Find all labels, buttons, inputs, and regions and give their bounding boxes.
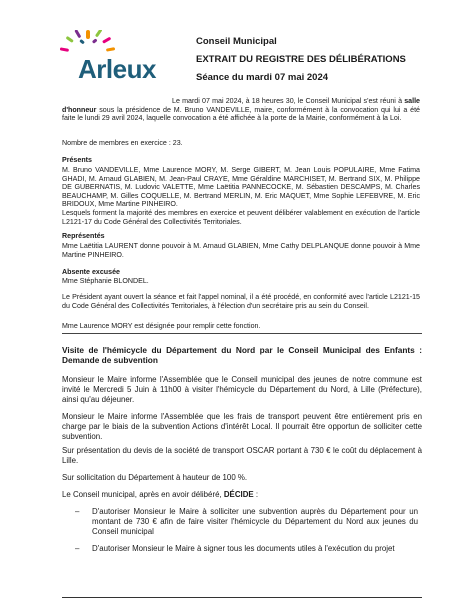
presents-list: M. Bruno VANDEVILLE, Mme Laurence MORY, M. Serge GIBERT, M. Jean Louis POPULAIRE, Mme Fatima GHADI, M. Arnaud GLABIEN, M. Jean-Paul CRAYE, Mme Géraldine MARCHISET, M. Bertrand SIX, M. Philippe DE GUBERNATIS, M. Ludovic VALETTE, Mme Laëtitia PANNECOCKE, M. Sébastien DESCAMPS, M. Charles BEAUCHAMP, M. Gilles COQUELLE, M. Bertrand MERLIN, M. Eric MAQUET, Mme Sophie LEFEBVRE, M. Eric BRIDOUX, Mme Martine PINHEIRO. (62, 166, 420, 209)
logo-text: Arleux (78, 54, 156, 84)
header-session: Séance du mardi 07 mai 2024 (196, 72, 329, 83)
quorum-text: Lesquels forment la majorité des membres en exercice et peuvent délibérer valablement en exécution de l'article L2121-17 du Code Général des Collectivités Territoriales. (62, 208, 420, 226)
deliberation-paragraph-1: Monsieur le Maire informe l'Assemblée que le Conseil municipal des jeunes de notre commune est invité le Mercredi 5 Juin à 11h00 à visiter l'hémicycle du Département du Nord, à Lille (Préfecture), ainsi qu'au déjeuner. (62, 375, 422, 404)
represented-text: Mme Laëtitia LAURENT donne pouvoir à M. Arnaud GLABIEN, Mme Cathy DELPLANQUE donne pouvoir à Mme Martine PINHEIRO. (62, 242, 420, 259)
intro-paragraph (62, 97, 420, 123)
arleux-logo (60, 30, 172, 96)
decision-tail: : (253, 490, 259, 499)
bullet-dash: – (75, 507, 80, 516)
header-council: Conseil Municipal (196, 36, 277, 47)
deliberation-paragraph-4: Sur sollicitation du Département à hauteur de 100 %. (62, 473, 248, 482)
presents-title: Présents (62, 156, 92, 164)
intro-rest: sous la présidence de M. Bruno VANDEVILLE, maire, conformément à la convocation qui lui a été faite le lundi 29 avril 2024, laquelle convocation a été affichée à la porte de la Mairie, conformément à la Loi. (62, 105, 420, 123)
intro-lead: Le mardi 07 mai 2024, à 18 heures 30, le Conseil Municipal s'est réuni à (172, 97, 405, 105)
section-divider (62, 333, 422, 334)
footer-rule (62, 597, 422, 598)
intro-place: salle d'honneur (62, 97, 420, 114)
represented-title: Représentés (62, 232, 105, 240)
deliberation-title: Visite de l'hémicycle du Département du Nord par le Conseil Municipal des Enfants : Demande de subvention (62, 345, 422, 366)
deliberation-paragraph-2: Monsieur le Maire informe l'Assemblée que les frais de transport peuvent être entièrement pris en charge par le biais de la subvention Actions d'intérêt Local. Il pourrait être opportun de solliciter cette subvention. (62, 412, 422, 441)
deliberation-paragraph-3: Sur présentation du devis de la société de transport OSCAR portant à 730 € le coût du déplacement à Lille. (62, 446, 422, 465)
decision-keyword: DÉCIDE (223, 490, 254, 499)
members-count: Nombre de membres en exercice : 23. (62, 139, 183, 147)
decision-item-text: D'autoriser Monsieur le Maire à signer tous les documents utiles à l'exécution du projet (92, 544, 395, 553)
presents-section (62, 166, 420, 226)
absent-text: Mme Stéphanie BLONDEL. (62, 277, 149, 285)
secretary-designation: Mme Laurence MORY est désignée pour remplir cette fonction. (62, 322, 261, 330)
president-note: Le Président ayant ouvert la séance et fait l'appel nominal, il a été procédé, en conformité avec l'article L2121-15 du Code Général des Collectivités Territoriales, à l'élection d'un secrétaire pris au sein du Conseil. (62, 293, 420, 310)
deliberation-decision (62, 490, 422, 500)
decision-lead: Le Conseil municipal, après en avoir délibéré, (62, 490, 224, 499)
bullet-dash: – (75, 544, 80, 553)
absent-title: Absente excusée (62, 268, 120, 276)
header-register: EXTRAIT DU REGISTRE DES DÉLIBÉRATIONS (196, 54, 406, 65)
decision-item-text: D'autoriser Monsieur le Maire à solliciter une subvention auprès du Département pour un montant de 730 € afin de faire visiter l'hémicycle du Département du Nord aux jeunes du Conseil municipal (92, 507, 418, 536)
